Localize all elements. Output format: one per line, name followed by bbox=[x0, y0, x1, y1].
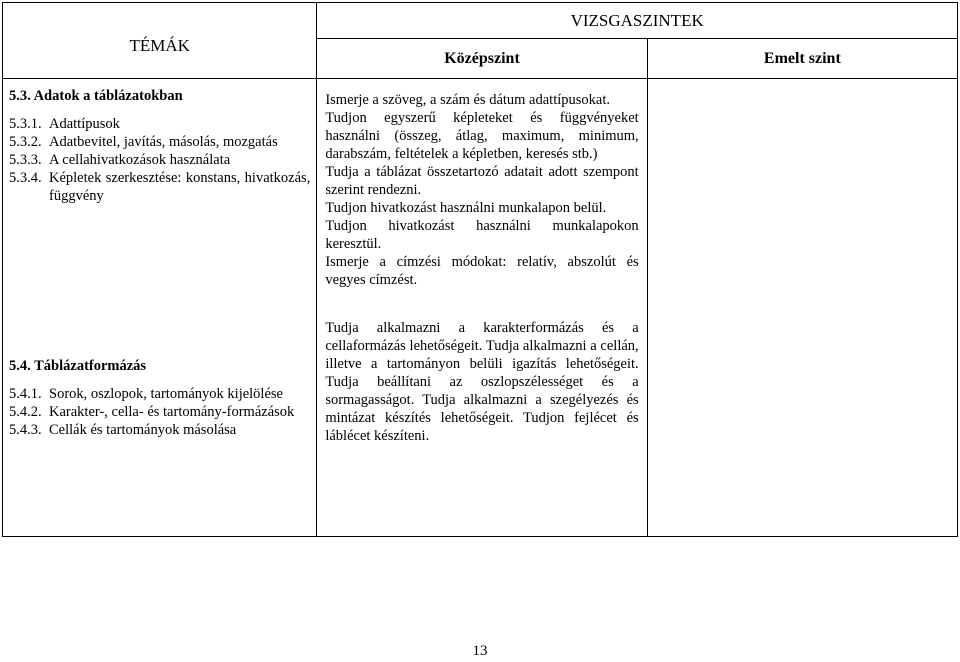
requirement-text: Tudjon hivatkozást használni munkalapokon keresztül. bbox=[325, 218, 639, 252]
list-item: 5.3.1. Adattípusok bbox=[9, 116, 120, 132]
list-item: 5.4.2. Karakter-, cella- és tartomány-formázások bbox=[9, 404, 295, 420]
list-item: 5.4.1. Sorok, oszlopok, tartományok kijelölése bbox=[9, 386, 283, 402]
section-title: 5.3. Adatok a táblázatokban bbox=[9, 88, 183, 104]
list-item: 5.3.2. Adatbevitel, javítás, másolás, mozgatás bbox=[9, 134, 278, 150]
requirement-text: Ismerje a címzési módokat: relatív, abszolút és vegyes címzést. bbox=[325, 254, 639, 288]
mid-level-header: Középszint bbox=[317, 39, 647, 79]
requirement-text: Ismerje a szöveg, a szám és dátum adattípusokat. bbox=[325, 92, 610, 108]
requirement-text: Tudja a táblázat összetartozó adatait adott szempont szerint rendezni. bbox=[325, 164, 639, 198]
advanced-level-column bbox=[647, 79, 957, 537]
requirement-text: Tudja alkalmazni a karakterformázás és a cellaformázás lehetőségeit. Tudja alkalmazni a cellán, illetve a tartományon belüli igazítás lehetőségeit. Tudja beállítani az oszlopszélességet és a sormagasságot. Tudja alkalmazni a szegélyezés és mintázat készítés lehetőségeit. Tudjon fejlécet és láblécet készíteni. bbox=[325, 320, 639, 444]
list-item: 5.3.4. Képletek szerkesztése: konstans, hivatkozás, függvény bbox=[9, 170, 311, 204]
advanced-level-header: Emelt szint bbox=[647, 39, 957, 79]
requirement-text: Tudjon egyszerű képleteket és függvényeket használni (összeg, átlag, maximum, minimum, darabszám, feltételek a képletben, keresés stb.) bbox=[325, 110, 639, 162]
requirement-text: Tudjon hivatkozást használni munkalapon belül. bbox=[325, 200, 607, 216]
section-title: 5.4. Táblázatformázás bbox=[9, 358, 147, 374]
topics-header: TÉMÁK bbox=[3, 3, 317, 79]
mid-level-column bbox=[317, 79, 647, 537]
curriculum-table bbox=[2, 2, 958, 537]
list-item: 5.4.3. Cellák és tartományok másolása bbox=[9, 422, 237, 438]
topics-column bbox=[3, 79, 317, 537]
page-number: 13 bbox=[472, 643, 488, 659]
exam-levels-header: VIZSGASZINTEK bbox=[317, 3, 958, 39]
list-item: 5.3.3. A cellahivatkozások használata bbox=[9, 152, 231, 168]
